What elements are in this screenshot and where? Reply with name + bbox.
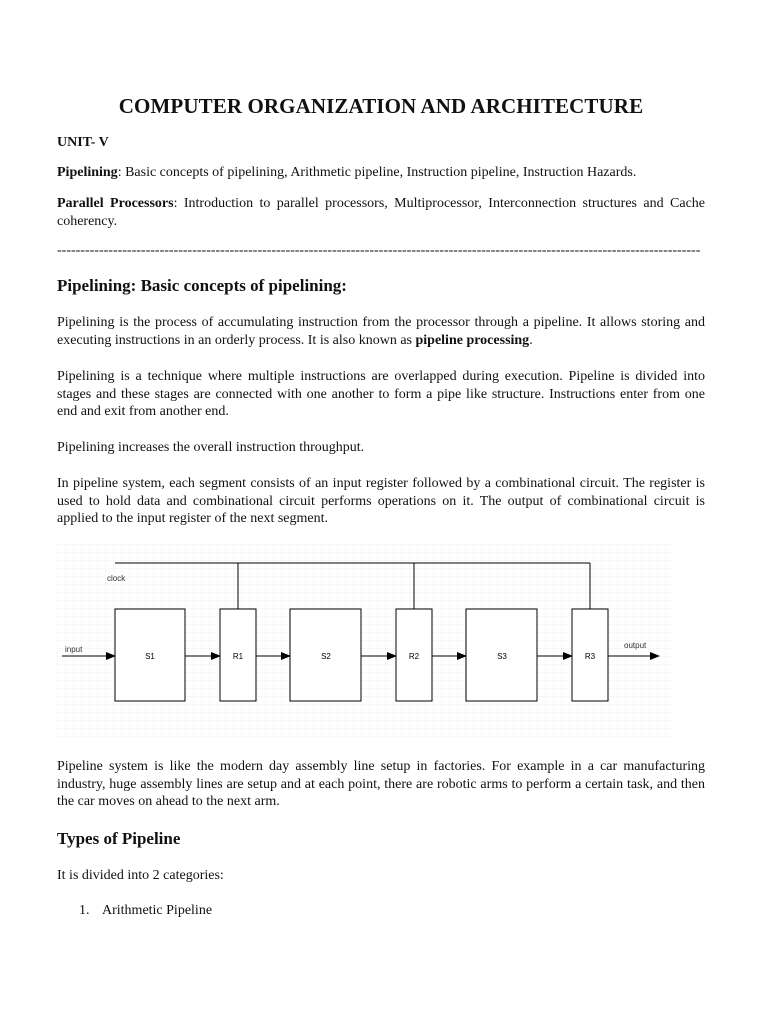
list-number: 1. [79,903,90,918]
clock-label: clock [107,574,126,583]
register-r3-label: R3 [584,652,596,661]
paragraph: In pipeline system, each segment consists of an input register followed by a combinational circuit. The register is used to hold data and combinational circuit performs operations on it. The output of combinational circuit is applied to the input register of the next segment. [57,476,705,526]
output-label: output [624,641,647,650]
stage-s1-label: S1 [145,652,155,661]
pipeline-diagram [57,544,673,740]
topic-text: : Introduction to parallel processors, Multiprocessor, Interconnection structures and Cache coherency. [57,196,705,229]
topic-parallel-processors [57,195,705,230]
section-heading-basic-concepts: Pipelining: Basic concepts of pipelining: [57,276,347,295]
paragraph-text: Pipelining is the process of accumulating instruction from the processor through a pipeline. It allows storing and executing instructions in an orderly process. It is also known as [57,315,705,348]
stage-s3-label: S3 [497,652,507,661]
divider-line: ------------------------------------------------------------------------------------------------------------------------------------------ [57,243,701,258]
topic-label: Pipelining [57,165,118,180]
list-item [79,903,212,919]
paragraph: It is divided into 2 categories: [57,868,224,883]
paragraph: Pipeline system is like the modern day assembly line setup in factories. For example in a car manufacturing industry, huge assembly lines are setup and at each point, there are robotic arms to perform a certain task, and then the car moves on ahead to the next arm. [57,759,705,809]
paragraph: Pipelining is a technique where multiple instructions are overlapped during execution. Pipeline is divided into stages and these stages are connected with one another to form a pipe like structure. Instructions enter from one end and exit from another end. [57,369,705,419]
register-r1-label: R1 [232,652,244,661]
paragraph [57,314,705,349]
topic-pipelining [57,164,705,182]
section-heading-types: Types of Pipeline [57,829,181,848]
register-r2-label: R2 [408,652,420,661]
list-text: Arithmetic Pipeline [102,903,213,918]
paragraph-end: . [529,332,533,348]
topic-text: : Basic concepts of pipelining, Arithmetic pipeline, Instruction pipeline, Instruction Hazards. [117,165,637,180]
input-label: input [65,645,83,654]
topic-label: Parallel Processors [57,196,174,211]
stage-s2-label: S2 [321,652,331,661]
page-title: COMPUTER ORGANIZATION AND ARCHITECTURE [118,94,644,118]
paragraph: Pipelining increases the overall instruction throughput. [57,440,365,455]
bold-term: pipeline processing [415,332,530,348]
unit-label: UNIT- V [57,135,109,150]
